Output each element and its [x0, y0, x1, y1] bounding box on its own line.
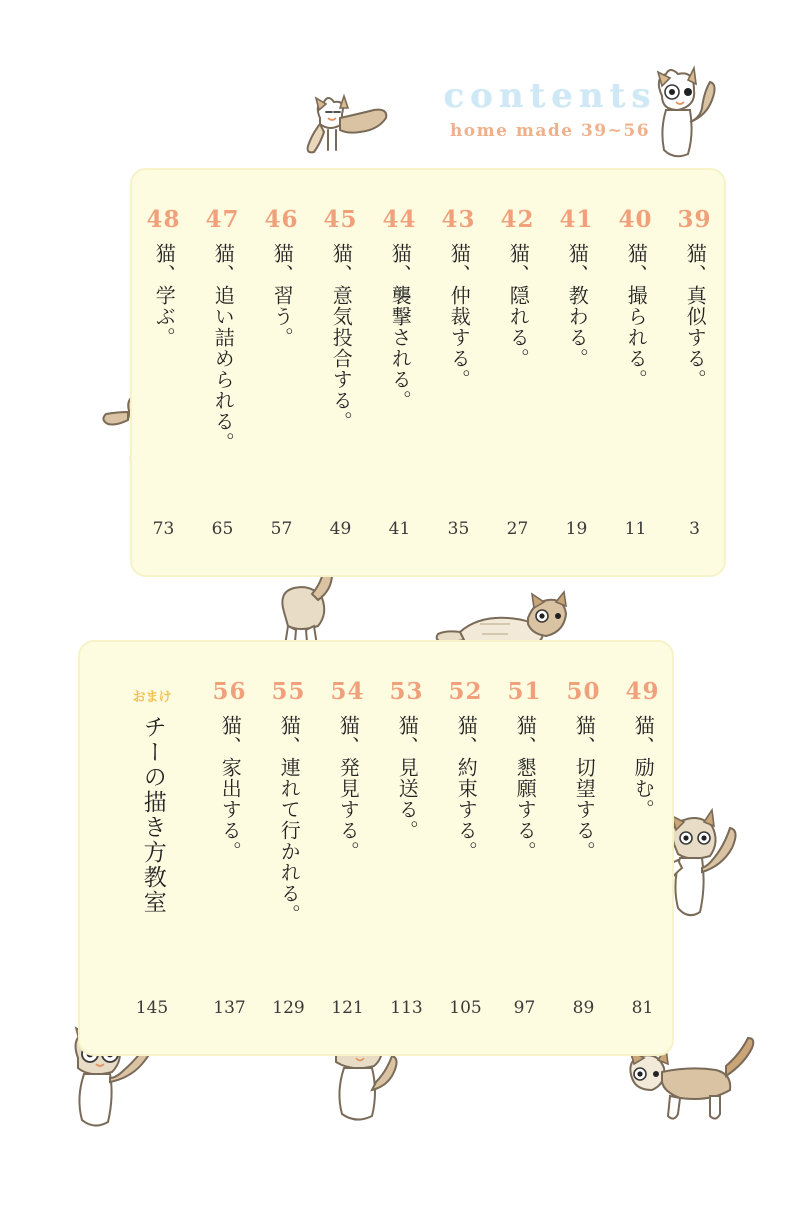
chapter-page: 41	[388, 519, 411, 539]
chapter-page: 129	[272, 998, 305, 1018]
chapter-title: 猫、懇願する。	[513, 715, 538, 862]
chapter-page: 145	[135, 998, 169, 1018]
chapter-entry-44[interactable]	[370, 170, 429, 575]
chapter-entry-56[interactable]	[200, 642, 259, 1054]
chapter-number: 39	[677, 206, 712, 233]
chapter-title: 猫、追い詰められる。	[211, 243, 236, 453]
chapter-page: 97	[513, 998, 536, 1018]
chapter-entry-47[interactable]	[193, 170, 252, 575]
chapter-title: 猫、意気投合する。	[329, 243, 354, 432]
chapter-entry-42[interactable]	[488, 170, 547, 575]
chapter-number: 54	[330, 678, 365, 705]
chapter-title: 猫、教わる。	[565, 243, 590, 369]
footer-strip	[0, 1194, 800, 1212]
chapter-page: 11	[624, 519, 647, 539]
chapter-number: 52	[448, 678, 483, 705]
chapter-title: 猫、習う。	[270, 243, 295, 348]
chapter-number: 40	[618, 206, 653, 233]
chapter-title: 猫、励む。	[631, 715, 656, 820]
chapter-page: 113	[390, 998, 423, 1018]
chapter-page: 137	[213, 998, 246, 1018]
chapter-columns-bottom	[80, 642, 672, 1054]
chapter-title: 猫、約束する。	[454, 715, 479, 862]
chapter-number: 56	[212, 678, 247, 705]
chapter-entry-39[interactable]	[665, 170, 724, 575]
chapter-entry-55[interactable]	[259, 642, 318, 1054]
chapter-title: 猫、切望する。	[572, 715, 597, 862]
chapter-title: 猫、隠れる。	[506, 243, 531, 369]
page-title: contents	[443, 76, 657, 116]
page-subtitle: home made 39~56	[449, 121, 651, 142]
chapter-columns-top	[132, 170, 724, 575]
chapter-entry-46[interactable]	[252, 170, 311, 575]
chapter-title: 猫、見送る。	[395, 715, 420, 841]
chapter-page: 65	[211, 519, 234, 539]
chapter-entry-54[interactable]	[318, 642, 377, 1054]
chapter-entry-50[interactable]	[554, 642, 613, 1054]
chapter-page: 49	[329, 519, 352, 539]
chapter-number: 44	[382, 206, 417, 233]
chapter-entry-41[interactable]	[547, 170, 606, 575]
chapter-title: 猫、家出する。	[218, 715, 243, 862]
chapter-page: 3	[689, 519, 700, 539]
chapter-entry-51[interactable]	[495, 642, 554, 1054]
chapter-number: 43	[441, 206, 476, 233]
cat-sitting-top-right	[636, 62, 726, 172]
chapter-number: 46	[264, 206, 299, 233]
cat-walking-top-left	[262, 88, 392, 168]
chapter-number: 48	[146, 206, 181, 233]
chapter-entry-40[interactable]	[606, 170, 665, 575]
chapter-page: 27	[506, 519, 529, 539]
chapter-entry-48[interactable]	[134, 170, 193, 575]
chapter-number: 51	[507, 678, 542, 705]
chapter-panel-top	[130, 168, 726, 577]
chapter-page: 121	[331, 998, 364, 1018]
chapter-number: 45	[323, 206, 358, 233]
chapter-page: 105	[449, 998, 482, 1018]
chapter-title: 猫、仲裁する。	[447, 243, 472, 390]
chapter-entry-52[interactable]	[436, 642, 495, 1054]
chapter-title: チーの描き方教室	[139, 715, 166, 915]
chapter-entry-bonus[interactable]	[104, 642, 200, 1054]
chapter-page: 89	[572, 998, 595, 1018]
chapter-number: 42	[500, 206, 535, 233]
chapter-title: 猫、連れて行かれる。	[277, 715, 302, 925]
chapter-number: 50	[566, 678, 601, 705]
chapter-entry-45[interactable]	[311, 170, 370, 575]
chapter-page: 57	[270, 519, 293, 539]
chapter-page: 35	[447, 519, 470, 539]
chapter-number: 41	[559, 206, 594, 233]
chapter-title: 猫、学ぶ。	[152, 243, 177, 348]
chapter-number: 47	[205, 206, 240, 233]
chapter-title: 猫、撮られる。	[624, 243, 649, 390]
chapter-page: 19	[565, 519, 588, 539]
chapter-title: 猫、襲撃される。	[388, 243, 413, 411]
chapter-entry-53[interactable]	[377, 642, 436, 1054]
chapter-page: 73	[152, 519, 175, 539]
chapter-panel-bottom	[78, 640, 674, 1056]
chapter-title: 猫、真似する。	[683, 243, 708, 390]
chapter-number: 53	[389, 678, 424, 705]
chapter-entry-43[interactable]	[429, 170, 488, 575]
chapter-entry-49[interactable]	[613, 642, 672, 1054]
chapter-number: 49	[625, 678, 660, 705]
bonus-label: おまけ	[132, 690, 172, 705]
chapter-title: 猫、発見する。	[336, 715, 361, 862]
chapter-page: 81	[631, 998, 654, 1018]
chapter-number: 55	[271, 678, 306, 705]
